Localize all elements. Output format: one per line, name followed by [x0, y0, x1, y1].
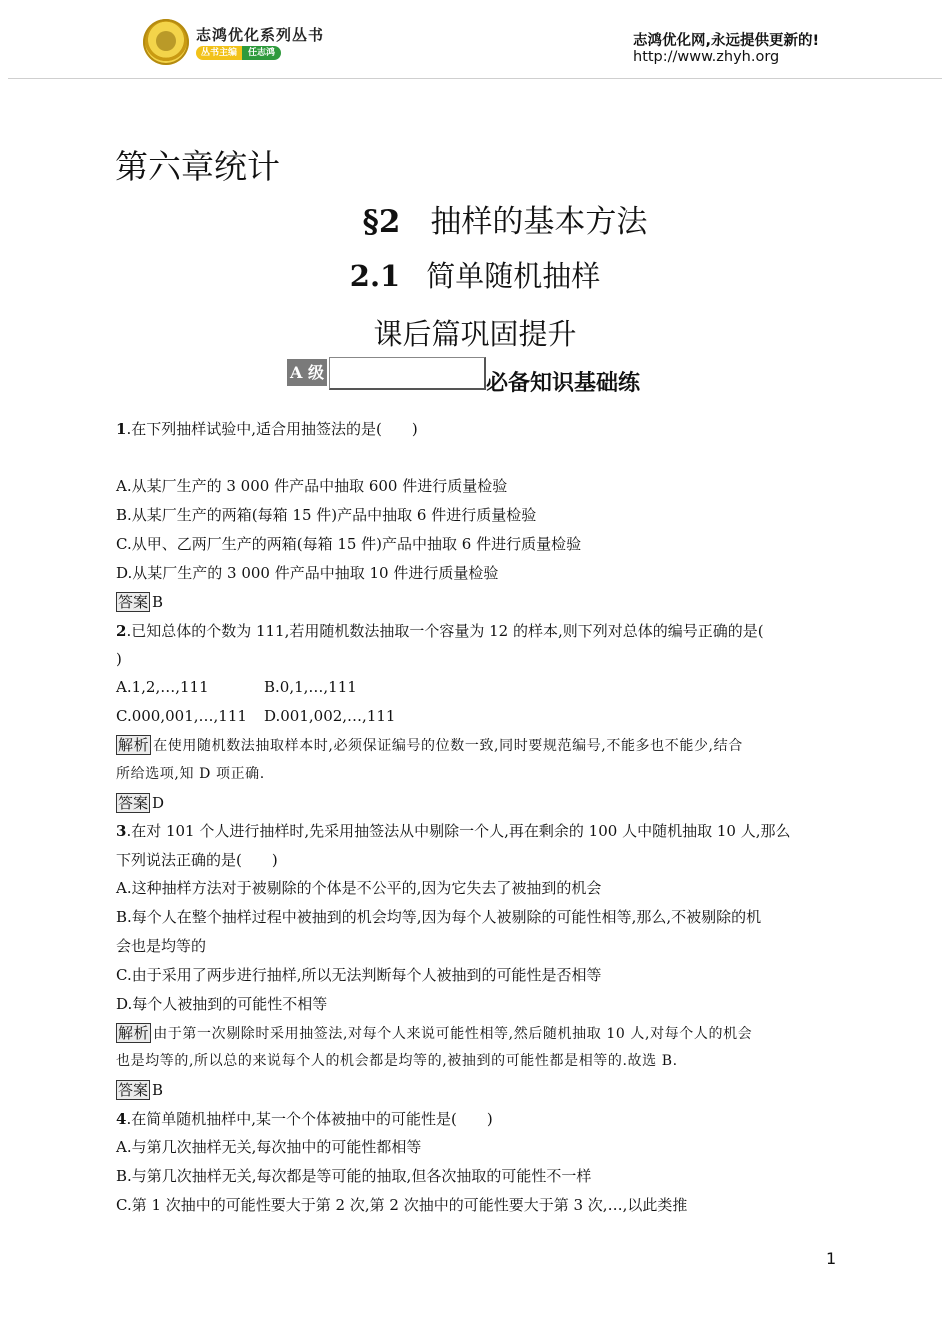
level-title: 必备知识基础练 — [486, 371, 641, 396]
question-1-option-c: C.从甲、乙两厂生产的两箱(每箱 15 件)产品中抽取 6 件进行质量检验 — [116, 535, 582, 553]
question-4-option-c: C.第 1 次抽中的可能性要大于第 2 次,第 2 次抽中的可能性要大于第 3 次,…,以此类推 — [116, 1196, 688, 1214]
subsection-name: 简单随机抽样 — [426, 259, 601, 293]
question-3-option-a: A.这种抽样方法对于被剔除的个体是不公平的,因为它失去了被抽到的机会 — [116, 879, 602, 897]
question-1-stem: 1.在下列抽样试验中,适合用抽签法的是( ) — [116, 420, 418, 438]
explanation-tag: 解析 — [118, 1024, 150, 1042]
question-2-explanation: 解析 在使用随机数法抽取样本时,必须保证编号的位数一致,同时要规范编号,不能多也不能少,结合 — [118, 736, 743, 754]
question-2-answer: 答案 D — [118, 794, 165, 812]
question-2-stem-cont: ) — [116, 650, 122, 668]
editor-bar — [196, 46, 294, 60]
question-3-stem: 3.在对 101 个人进行抽样时,先采用抽签法从中剔除一个人,再在剩余的 100 人中随机抽取 10 人,那么 — [116, 822, 791, 840]
header-divider — [8, 78, 942, 79]
subsection-title — [0, 254, 950, 295]
section-name: 抽样的基本方法 — [430, 204, 648, 240]
question-1-option-d: D.从某厂生产的 3 000 件产品中抽取 10 件进行质量检验 — [116, 564, 499, 582]
question-4-option-a: A.与第几次抽样无关,每次抽中的可能性都相等 — [116, 1138, 422, 1156]
level-box — [329, 357, 486, 390]
practice-title: 课后篇巩固提升 — [373, 317, 577, 351]
question-2-option-d: D.001,002,…,111 — [264, 707, 396, 725]
question-1-answer: 答案 B — [118, 593, 164, 611]
question-4-option-b: B.与第几次抽样无关,每次都是等可能的抽取,但各次抽取的可能性不一样 — [116, 1167, 592, 1185]
answer-tag: 答案 — [118, 593, 149, 611]
question-3-stem-cont: 下列说法正确的是( ) — [116, 851, 278, 869]
level-badge: A 级 — [287, 359, 327, 386]
question-3-option-b-cont: 会也是均等的 — [116, 937, 207, 955]
section-number: §2 — [362, 204, 401, 240]
answer-tag: 答案 — [118, 1081, 149, 1099]
question-2-option-a: A.1,2,…,111 — [116, 678, 209, 696]
question-3-answer: 答案 B — [118, 1081, 164, 1099]
series-logo-icon — [143, 19, 189, 65]
question-3-explanation-cont: 也是均等的,所以总的来说每个人的机会都是均等的,被抽到的可能性都是相等的.故选 B. — [116, 1053, 678, 1069]
section-title — [0, 196, 950, 241]
answer-tag: 答案 — [118, 794, 149, 812]
chapter-title: 第六章统计 — [115, 147, 280, 186]
subsection-number: 2.1 — [349, 259, 401, 293]
question-3-explanation: 解析 由于第一次剔除时采用抽签法,对每个人来说可能性相等,然后随机抽取 10 人,对每个人的机会 — [118, 1024, 753, 1042]
question-3-option-c: C.由于采用了两步进行抽样,所以无法判断每个人被抽到的可能性是否相等 — [116, 966, 602, 984]
site-url: http://www.zhyh.org — [633, 49, 780, 65]
question-1-option-b: B.从某厂生产的两箱(每箱 15 件)产品中抽取 6 件进行质量检验 — [116, 506, 537, 524]
question-3-option-b: B.每个人在整个抽样过程中被抽到的机会均等,因为每个人被剔除的可能性相等,那么,不被剔除的机 — [116, 908, 762, 926]
site-slogan: 志鸿优化网,永远提供更新的! — [633, 33, 820, 49]
editor-name: 任志鸿 — [242, 46, 281, 60]
question-2-explanation-cont: 所给选项,知 D 项正确. — [116, 766, 265, 782]
question-1-option-a: A.从某厂生产的 3 000 件产品中抽取 600 件进行质量检验 — [116, 477, 508, 495]
editor-label: 丛书主编 — [196, 46, 242, 60]
question-2-option-b: B.0,1,…,111 — [264, 678, 357, 696]
question-4-stem: 4.在简单随机抽样中,某一个个体被抽中的可能性是( ) — [116, 1110, 493, 1128]
question-2-stem: 2.已知总体的个数为 111,若用随机数法抽取一个容量为 12 的样本,则下列对总体的编号正确的是( — [116, 622, 764, 640]
explanation-tag: 解析 — [118, 736, 150, 754]
question-2-option-c: C.000,001,…,111 — [116, 707, 247, 725]
series-title: 志鸿优化系列丛书 — [196, 26, 325, 44]
question-3-option-d: D.每个人被抽到的可能性不相等 — [116, 995, 328, 1013]
page-number: 1 — [826, 1249, 837, 1268]
